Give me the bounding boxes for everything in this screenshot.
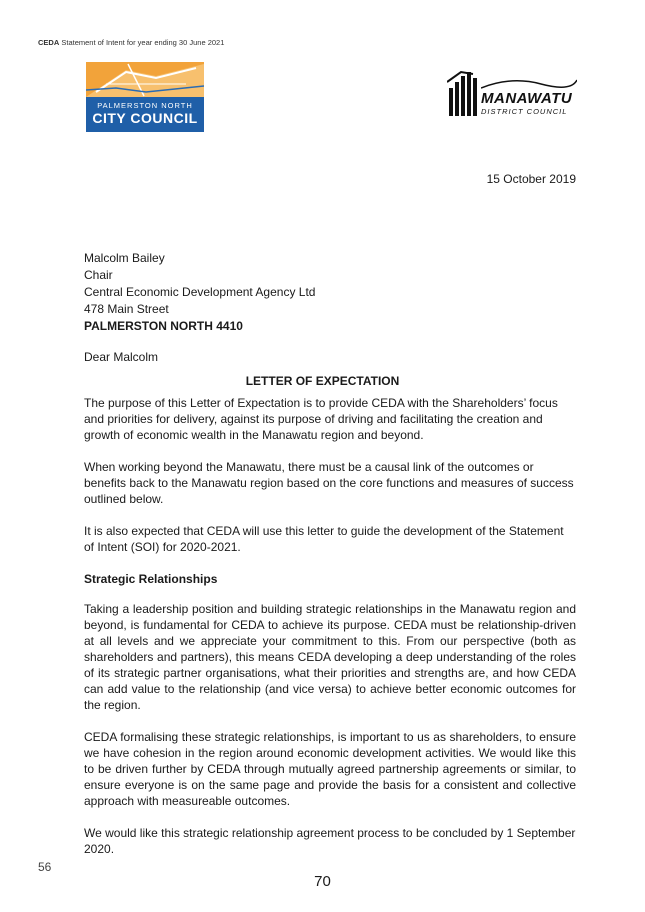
recipient-street: 478 Main Street [84,302,169,316]
page-number-left: 56 [38,860,52,874]
paragraph-leadership: Taking a leadership position and building strategic relationships in the Manawatu region and beyond, is fundamental for CEDA to achieve its purpose. CEDA must be relationship-driven at all levels and we appreciate your commitment to this. From our perspective (both as shareholders and partners), this means CEDA developing a deep understanding of the roles of its strategic partner organisations, what their priorities and strengths are, and how CEDA can add value to the relationship (and vice versa) to achieve better economic outcomes for the region. [84,602,576,712]
recipient-name: Malcolm Bailey [84,251,165,265]
page-number-center: 70 [314,873,331,890]
salutation: Dear Malcolm [84,350,159,364]
letter-title: LETTER OF EXPECTATION [245,374,400,388]
paragraph-soi: It is also expected that CEDA will use this letter to guide the development of the Statement of Intent (SOI) for 2020-2021. [84,524,564,554]
mdc-sub: DISTRICT COUNCIL [481,107,568,116]
document-header [38,38,224,47]
pncc-line2: CITY COUNCIL [92,110,198,126]
pncc-logo-text [86,97,204,132]
section-heading: Strategic Relationships [84,572,218,586]
header-org: CEDA [38,38,60,47]
mdc-name: MANAWATU [481,90,573,107]
pncc-logo [86,62,204,132]
mdc-logo [447,68,577,120]
recipient-company: Central Economic Development Agency Ltd [84,285,316,299]
mdc-swoosh-icon [481,76,577,90]
paragraph-deadline: We would like this strategic relationship agreement process to be concluded by 1 September 2020. [84,826,576,856]
header-title: Statement of Intent for year ending 30 June 2021 [61,38,225,47]
paragraph-beyond-manawatu: When working beyond the Manawatu, there must be a causal link of the outcomes or benefits back to the Manawatu region based on the core functions and measures of success outlined below. [84,460,574,506]
recipient-role: Chair [84,268,113,282]
pncc-logo-graphic [86,62,204,97]
paragraph-purpose: The purpose of this Letter of Expectation is to provide CEDA with the Shareholders’ focus and priorities for delivery, against its purpose of driving and facilitating the creation and growth of economic wealth in the Manawatu region and beyond. [84,396,558,442]
paragraph-formalising: CEDA formalising these strategic relationships, is important to us as shareholders, to ensure we have cohesion in the region around economic development activities. We would like this to be driven further by CEDA through mutually agreed partnership agreements or similar, to ensure everyone is on the same page and provide the basis for a consistent and collective approach with measureable outcomes. [84,730,576,808]
recipient-city: PALMERSTON NORTH 4410 [84,319,243,333]
pncc-line1: PALMERSTON NORTH [97,101,193,110]
mdc-mark-icon [447,68,481,120]
recipient-address [84,250,315,335]
letter-date: 15 October 2019 [486,172,576,186]
